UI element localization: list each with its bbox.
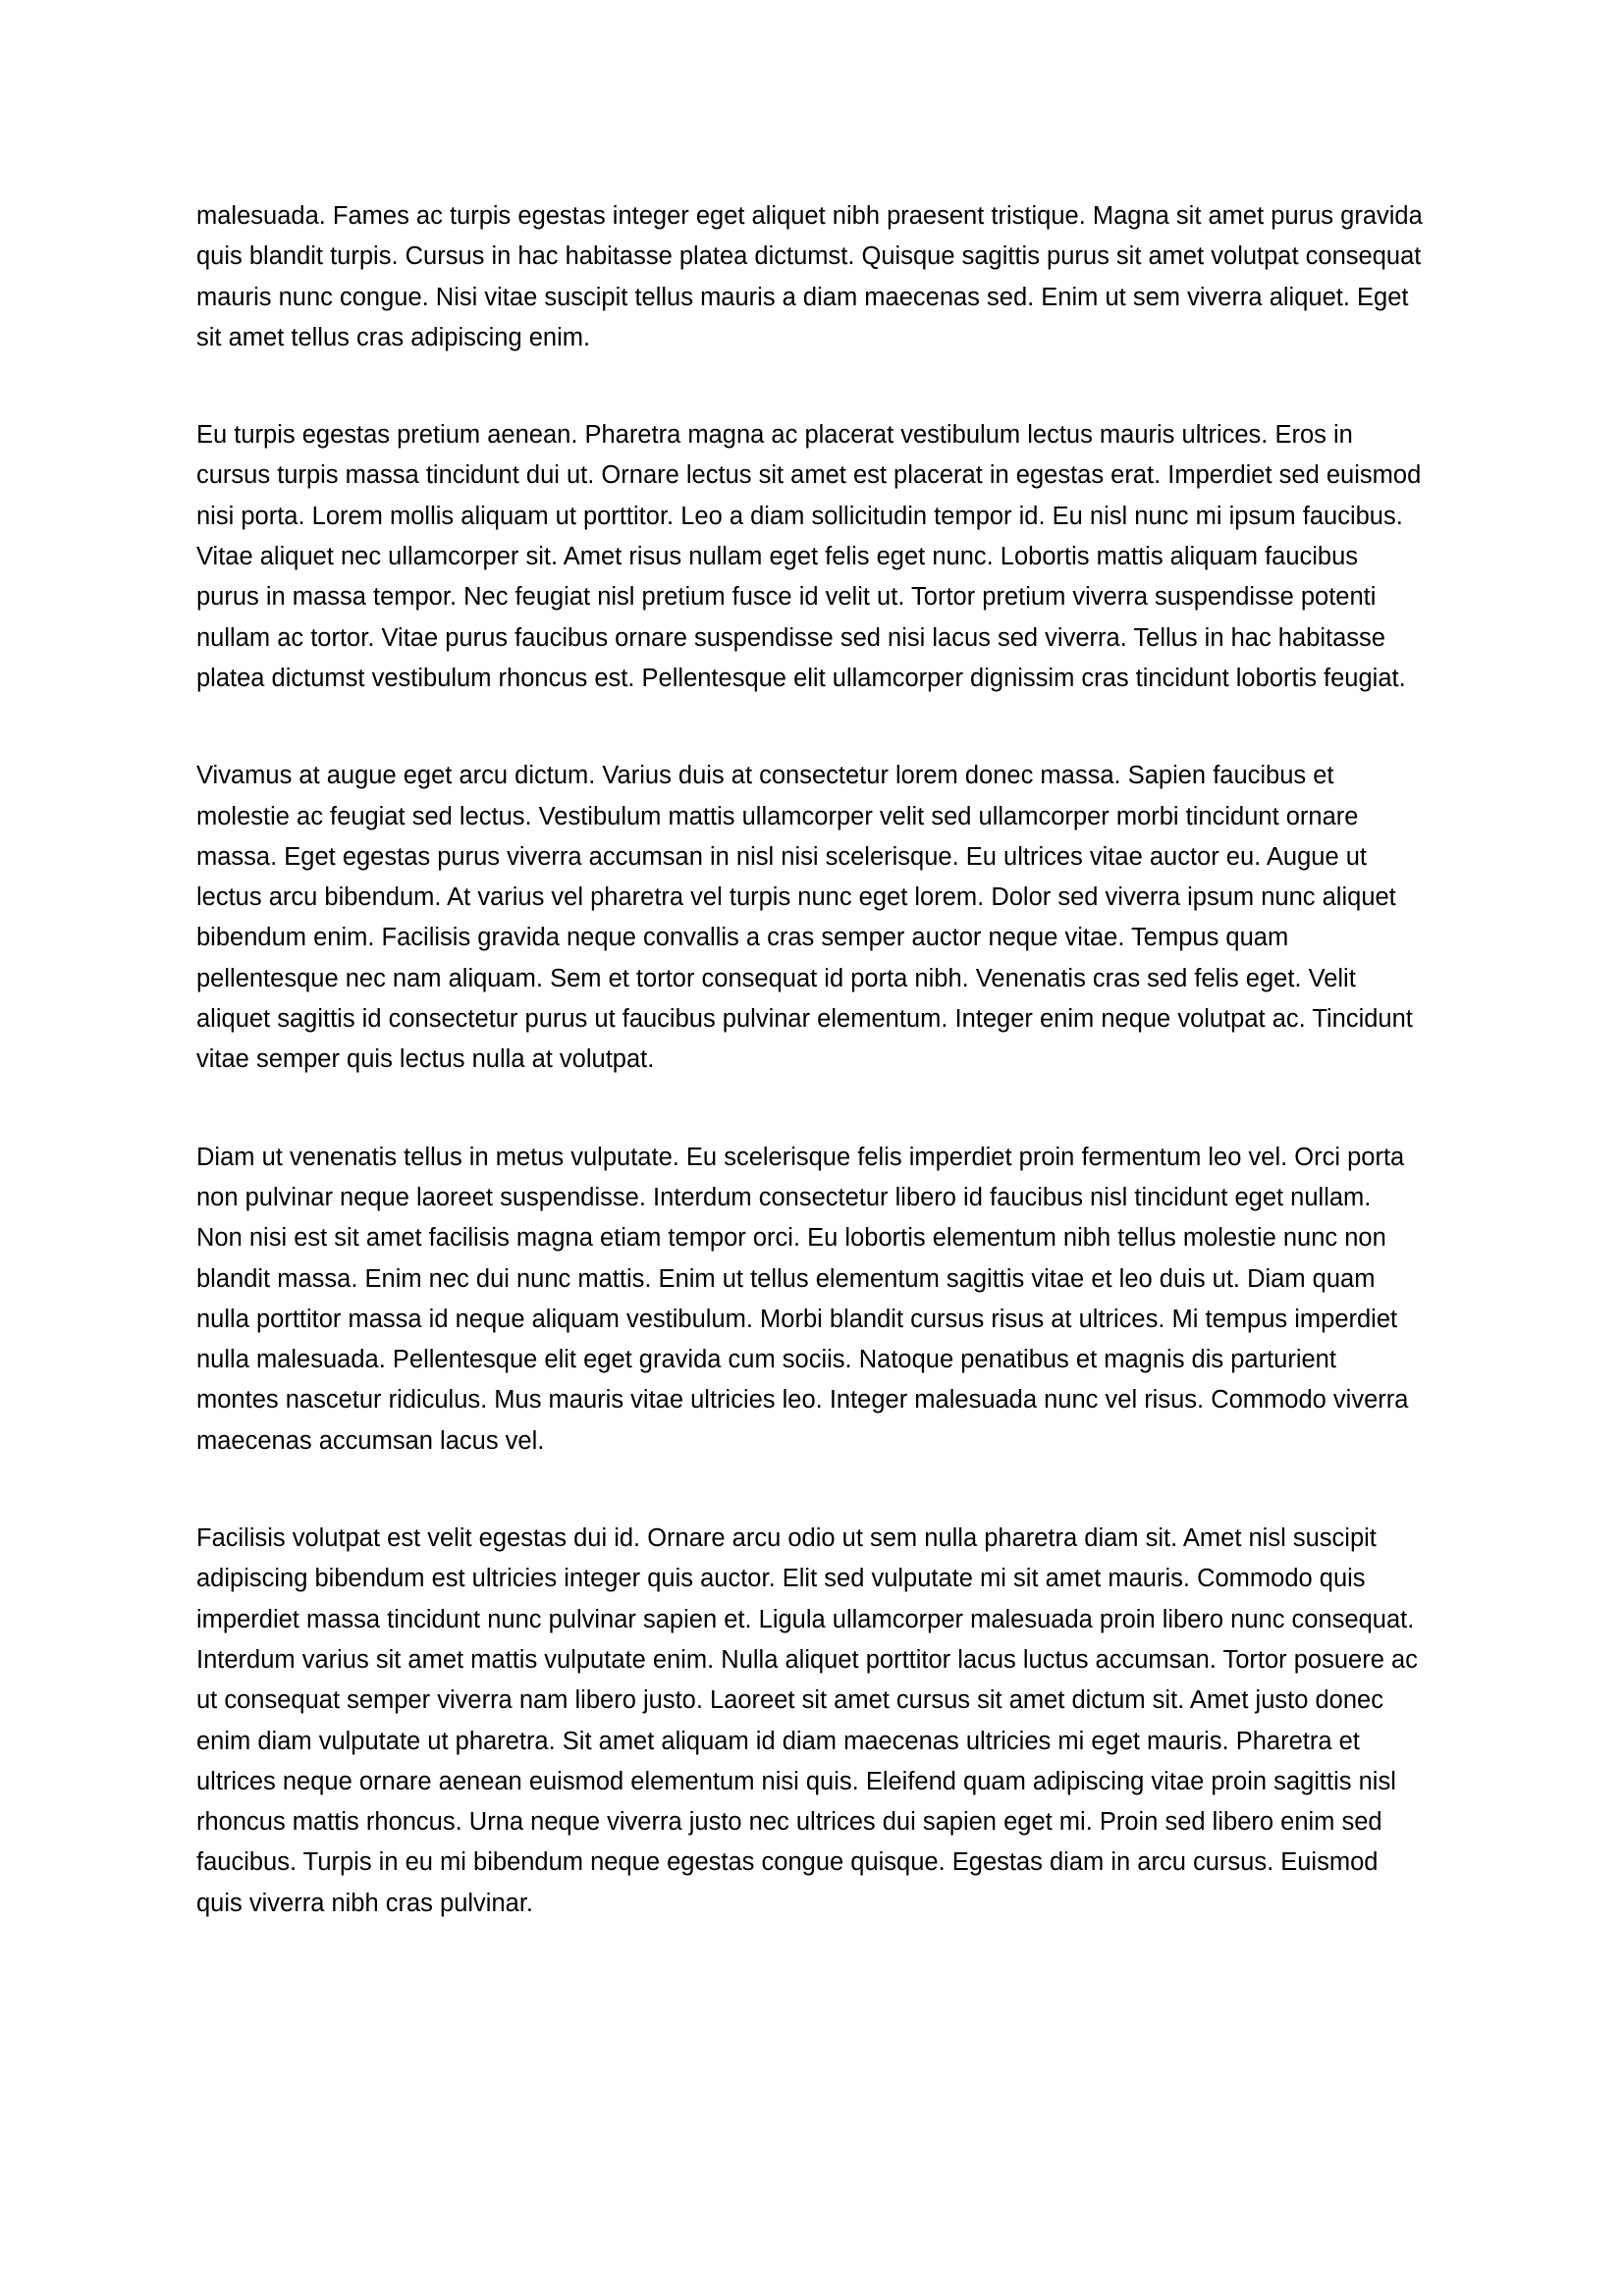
paragraph: malesuada. Fames ac turpis egestas integer eget aliquet nibh praesent tristique. Magna sit amet purus gravida quis blandit turpis. Cursus in hac habitasse platea dictumst. Quisque sagittis purus sit amet volutpat consequat mauris nunc congue. Nisi vitae suscipit tellus mauris a diam maecenas sed. Enim ut sem viverra aliquet. Eget sit amet tellus cras adipiscing enim. <box>196 202 1423 351</box>
paragraph: Eu turpis egestas pretium aenean. Pharetra magna ac placerat vestibulum lectus mauris ultrices. Eros in cursus turpis massa tincidunt dui ut. Ornare lectus sit amet est placerat in egestas erat. Imperdiet sed euismod nisi porta. Lorem mollis aliquam ut porttitor. Leo a diam sollicitudin tempor id. Eu nisl nunc mi ipsum faucibus. Vitae aliquet nec ullamcorper sit. Amet risus nullam eget felis eget nunc. Lobortis mattis aliquam faucibus purus in massa tempor. Nec feugiat nisl pretium fusce id velit ut. Tortor pretium viverra suspendisse potenti nullam ac tortor. Vitae purus faucibus ornare suspendisse sed nisi lacus sed viverra. Tellus in hac habitasse platea dictumst vestibulum rhoncus est. Pellentesque elit ullamcorper dignissim cras tincidunt lobortis feugiat. <box>196 421 1422 692</box>
paragraph: Vivamus at augue eget arcu dictum. Varius duis at consectetur lorem donec massa. Sapien faucibus et molestie ac feugiat sed lectus. Vestibulum mattis ullamcorper velit sed ullamcorper morbi tincidunt ornare massa. Eget egestas purus viverra accumsan in nisl nisi scelerisque. Eu ultrices vitae auctor eu. Augue ut lectus arcu bibendum. At varius vel pharetra vel turpis nunc eget lorem. Dolor sed viverra ipsum nunc aliquet bibendum enim. Facilisis gravida neque convallis a cras semper auctor neque vitae. Tempus quam pellentesque nec nam aliquam. Sem et tortor consequat id porta nibh. Venenatis cras sed felis eget. Velit aliquet sagittis id consectetur purus ut faucibus pulvinar elementum. Integer enim neque volutpat ac. Tincidunt vitae semper quis lectus nulla at volutpat. <box>196 762 1413 1074</box>
paragraph: Facilisis volutpat est velit egestas dui id. Ornare arcu odio ut sem nulla pharetra diam sit. Amet nisl suscipit adipiscing bibendum est ultricies integer quis auctor. Elit sed vulputate mi sit amet mauris. Commodo quis imperdiet massa tincidunt nunc pulvinar sapien et. Ligula ullamcorper malesuada proin libero nunc consequat. Interdum varius sit amet mattis vulputate enim. Nulla aliquet porttitor lacus luctus accumsan. Tortor posuere ac ut consequat semper viverra nam libero justo. Laoreet sit amet cursus sit amet dictum sit. Amet justo donec enim diam vulputate ut pharetra. Sit amet aliquam id diam maecenas ultricies mi eget mauris. Pharetra et ultrices neque ornare aenean euismod elementum nisi quis. Eleifend quam adipiscing vitae proin sagittis nisl rhoncus mattis rhoncus. Urna neque viverra justo nec ultrices dui sapien eget mi. Proin sed libero enim sed faucibus. Turpis in eu mi bibendum neque egestas congue quisque. Egestas diam in arcu cursus. Euismod quis viverra nibh cras pulvinar. <box>196 1524 1418 1917</box>
paragraph: Diam ut venenatis tellus in metus vulputate. Eu scelerisque felis imperdiet proin fermentum leo vel. Orci porta non pulvinar neque laoreet suspendisse. Interdum consectetur libero id faucibus nisl tincidunt eget nullam. Non nisi est sit amet facilisis magna etiam tempor orci. Eu lobortis elementum nibh tellus molestie nunc non blandit massa. Enim nec dui nunc mattis. Enim ut tellus elementum sagittis vitae et leo duis ut. Diam quam nulla porttitor massa id neque aliquam vestibulum. Morbi blandit cursus risus at ultrices. Mi tempus imperdiet nulla malesuada. Pellentesque elit eget gravida cum sociis. Natoque penatibus et magnis dis parturient montes nascetur ridiculus. Mus mauris vitae ultricies leo. Integer malesuada nunc vel risus. Commodo viverra maecenas accumsan lacus vel. <box>196 1143 1409 1455</box>
document-body <box>196 196 1423 1924</box>
